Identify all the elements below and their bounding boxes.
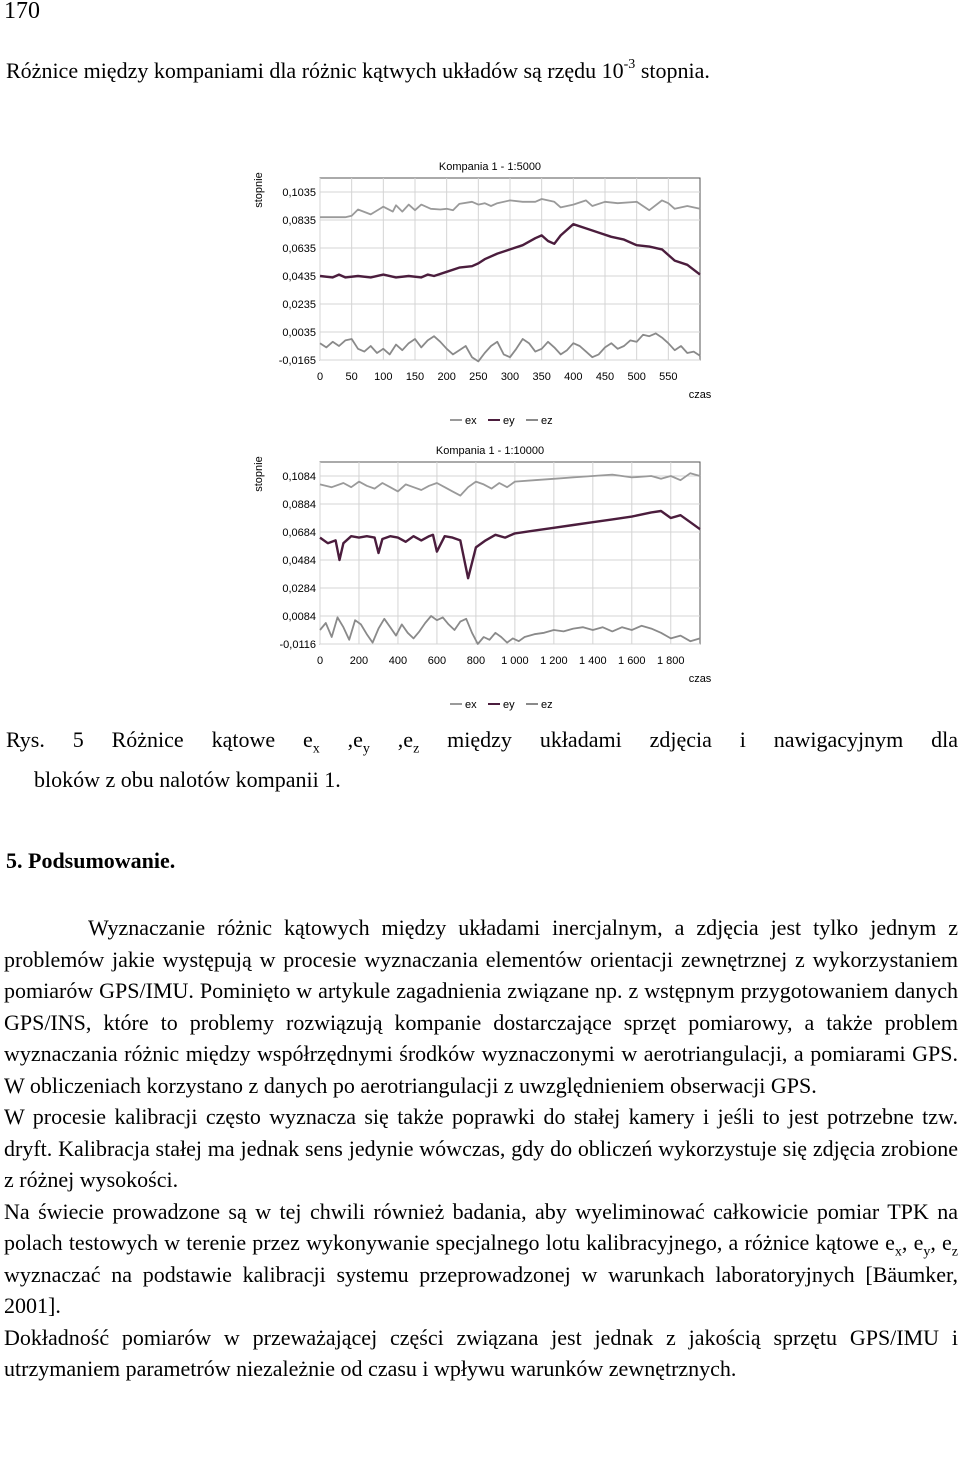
p3-text: , e [930,1230,952,1255]
x-tick-label: 1 800 [657,655,685,667]
x-tick-label: 550 [659,371,678,383]
y-tick-label: -0,0165 [278,355,316,367]
x-axis-label: czas [688,673,712,685]
x-axis-label: czas [688,389,712,401]
caption-sub-z: z [413,741,420,757]
x-tick-label: 400 [388,655,408,667]
y-axis-label: stopnie [253,172,265,208]
x-tick-label: 400 [564,371,583,383]
page-number: 170 [4,0,40,24]
chart-kompania-1-5000 [240,150,720,440]
y-tick-label: 0,0884 [282,499,316,511]
x-tick-label: 0 [316,655,324,667]
intro-exponent: -3 [623,56,636,72]
x-tick-label: 100 [374,371,393,383]
caption-text: ,e [369,727,414,752]
y-tick-label: -0,0116 [279,639,316,651]
p3-text: Na świecie prowadzone są w tej chwili również badania, aby wyeliminować całkowicie pomiar TPK na polach testowych w terenie przez wykonywanie specjalnego lotu kalibracyjnego, a różnice kątowe e [4,1198,958,1255]
chart-kompania-1-10000 [240,434,720,724]
caption-line-1 [6,724,958,764]
y-tick-label: 0,1084 [282,471,316,483]
chart-title: Kompania 1 - 1:5000 [438,161,542,173]
paragraph-2: W procesie kalibracji często wyznacza się także poprawki do stałej kamery i jeśli to jest potrzebne tzw. dryft. Kalibracja stałej ma jednak sens jedynie wówczas, gdy do obliczeń wykorzystuje się zdjęcia zrobione z różnej wysokości. [4,1104,958,1192]
plot-area [320,462,700,644]
intro-text: Różnice między kompaniami dla różnic kątwych układów są rzędu 10 [6,58,624,83]
x-tick-label: 50 [345,371,358,383]
section-body [4,912,958,1385]
y-tick-label: 0,0235 [282,299,316,311]
x-tick-label: 200 [437,371,456,383]
caption-sub-y: y [362,741,370,757]
chart-title: Kompania 1 - 1:10000 [435,445,545,457]
x-tick-label: 1 600 [618,655,646,667]
y-tick-label: 0,0835 [282,215,316,227]
y-axis-label: stopnie [253,456,265,492]
y-tick-label: 0,0635 [282,243,316,255]
p3-text: wyznaczać na podstawie kalibracji systemu przeprowadzonej w warunkach laboratoryjnych [Bäumker, 2001]. [4,1261,958,1318]
y-tick-label: 0,0284 [282,583,316,595]
chart-svg [240,434,720,724]
paragraph-1: Wyznaczanie różnic kątowych między układami inercjalnym, a zdjęcia jest tylko jednym z problemów jakie występują w procesie wyznaczania elementów orientacji zewnętrznej z wykorzystaniem pomiarów GPS/IMU. Pominięto w artykule zagadnienia związane np. z wstępnym przygotowaniem danych GPS/INS, które to problemy rozwiązują kompanie dostarczające sprzęt pomiarowy, a także problem wyznaczania różnic między współrzędnymi środków wyznaczonymi w aerotriangulacji, a pomiarami GPS. W obliczeniach korzystano z danych po aerotriangulacji z uwzględnieniem obserwacji GPS. [4,915,958,1098]
legend-label-ez: ez [541,699,553,711]
x-tick-label: 800 [466,655,486,667]
caption-text: między układami zdjęcia i nawigacyjnym dla [419,727,959,752]
caption-line-2: bloków z obu nalotów kompanii 1. [34,767,341,793]
section-heading: 5. Podsumowanie. [6,848,176,873]
intro-sentence [6,58,710,84]
figure-caption [6,724,958,795]
x-tick-label: 150 [405,371,425,383]
caption-text: ,e [319,727,363,752]
x-tick-label: 500 [627,371,646,383]
x-tick-label: 1 200 [540,655,568,667]
chart-svg [240,150,720,440]
y-tick-label: 0,0084 [282,611,316,623]
y-tick-label: 0,0684 [282,527,316,539]
x-tick-label: 1 400 [579,655,607,667]
p3-sub-z: z [951,1244,959,1260]
paragraph-4: Dokładność pomiarów w przeważającej części związana jest jednak z jakością sprzętu GPS/IMU i utrzymaniem parametrów niezależnie od czasu i wpływu warunków zewnętrznych. [4,1324,958,1381]
caption-text: Rys. 5 Różnice kątowe e [6,727,313,752]
x-tick-label: 250 [469,371,488,383]
x-tick-label: 450 [595,371,615,383]
y-tick-label: 0,0484 [282,555,316,567]
legend-label-ez: ez [541,415,553,427]
p3-text: , e [901,1230,924,1255]
x-tick-label: 350 [532,371,551,383]
x-tick-label: 1 000 [501,655,529,667]
y-tick-label: 0,0035 [282,327,316,339]
y-tick-label: 0,0435 [282,271,316,283]
x-tick-label: 0 [316,371,324,383]
caption-sub-x: x [312,741,320,757]
x-tick-label: 300 [500,371,520,383]
legend-label-ey: ey [503,415,515,427]
p3-sub-y: y [923,1244,931,1260]
legend-label-ey: ey [503,699,515,711]
y-tick-label: 0,1035 [282,187,316,199]
x-tick-label: 200 [349,655,369,667]
x-tick-label: 600 [427,655,447,667]
legend-label-ex: ex [465,415,477,427]
p3-sub-x: x [894,1244,902,1260]
legend-label-ex: ex [465,699,477,711]
paragraph-3 [4,1196,958,1322]
intro-text-end: stopnia. [635,58,710,83]
